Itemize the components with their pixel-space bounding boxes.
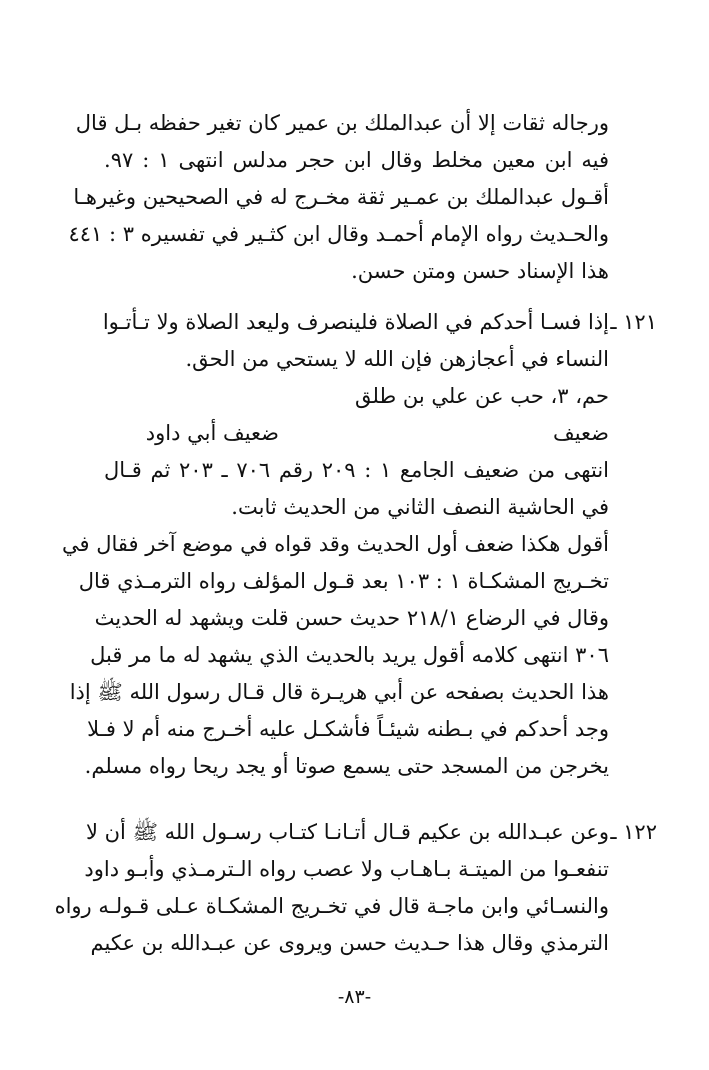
text-line: فيه ابن معين مخلط وقال ابن حجر مدلس انتهى ١ : ٩٧. — [104, 148, 609, 172]
hadith-number: ١٢١ ـ — [610, 310, 657, 334]
text-line: النساء في أعجازهن فإن الله لا يستحي من الحق. — [185, 347, 609, 371]
text-line: يخرجن من المسجد حتى يسمع صوتا أو يجد ريحا رواه مسلم. — [84, 754, 609, 778]
text-line: والنسـائي وابن ماجـة قال في تخـريج المشكـاة عـلى قـولـه رواه — [54, 894, 609, 918]
text-line: انتهى من ضعيف الجامع ١ : ٢٠٩ رقم ٧٠٦ ـ ٢٠٣ ثم قـال — [104, 458, 609, 482]
text-line: إذا فسـا أحدكم في الصلاة فلينصرف وليعد الصلاة ولا تـأتـوا — [102, 310, 609, 334]
text-line: تخـريج المشكـاة ١ : ١٠٣ بعد قـول المؤلف رواه الترمـذي قال — [78, 569, 609, 593]
text-line: في الحاشية النصف الثاني من الحديث ثابت. — [231, 495, 609, 519]
text-line: ٣٠٦ انتهى كلامه أقول يريد بالحديث الذي يشهد له ما مر قبل — [90, 643, 609, 667]
grade-label: ضعيف — [552, 421, 609, 445]
text-line: والحـديث رواه الإمام أحمـد وقال ابن كثـير في تفسيره ٣ : ٤٤١ — [68, 222, 609, 246]
grading-row — [104, 413, 609, 453]
text-line: تنفعـوا من الميتـة بـاهـاب ولا عصب رواه الـترمـذي وأبـو داود — [84, 857, 609, 881]
text-line: هذا الإسناد حسن ومتن حسن. — [351, 259, 609, 283]
text-line: حم، ٣، حب عن علي بن طلق — [355, 384, 609, 408]
text-line: الترمذي وقال هذا حـديث حسن ويروى عن عبـدالله بن عكيم — [90, 931, 609, 955]
hadith-number: ١٢٢ ـ — [610, 820, 657, 844]
grade-source: ضعيف أبي داود — [145, 421, 279, 445]
text-line: هذا الحديث بصفحه عن أبي هريـرة قال قـال رسول الله ﷺ إذا — [69, 680, 609, 704]
text-line: أقـول عبدالملك بن عمـير ثقة مخـرج له في الصحيحين وغيرهـا — [73, 185, 609, 209]
text-line: أقول هكذا ضعف أول الحديث وقد قواه في موضع آخر فقال في — [62, 532, 609, 556]
text-line: وجد أحدكم في بـطنه شيئـاً فأشكـل عليه أخـرج منه أم لا فـلا — [87, 717, 609, 741]
page-number: -٨٣- — [337, 986, 372, 1008]
text-line: وعن عبـدالله بن عكيم قـال أتـانـا كتـاب رسـول الله ﷺ أن لا — [85, 820, 609, 844]
text-line: ورجاله ثقات إلا أن عبدالملك بن عمير كان تغير حفظه بـل قال — [75, 111, 609, 135]
text-line: وقال في الرضاع ٢١٨/١ حديث حسن قلت ويشهد له الحديث — [94, 606, 609, 630]
